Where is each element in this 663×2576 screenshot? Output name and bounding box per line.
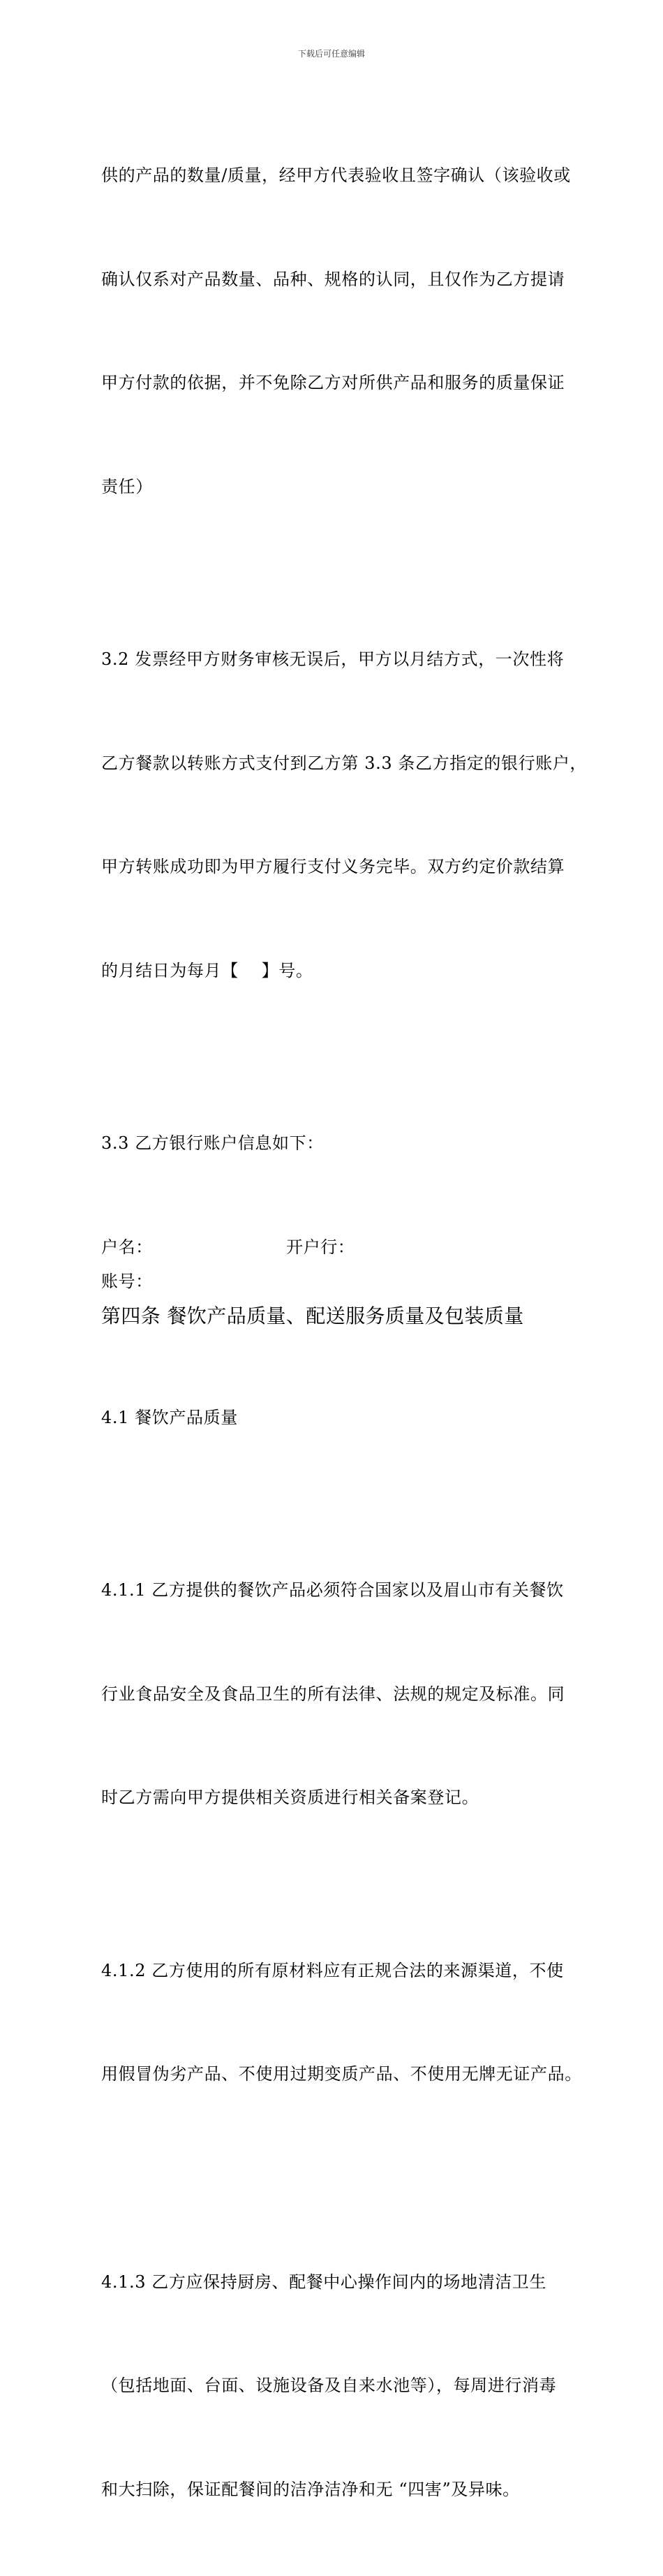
paragraph-3-2 <box>101 573 576 1057</box>
text-line: 4.1.3 乙方应保持厨房、配餐中心操作间内的场地清洁卫生 <box>101 2265 576 2300</box>
text-line: 3.2 发票经甲方财务审核无误后，甲方以月结方式，一次性将 <box>101 642 576 677</box>
account-name-label: 户名： <box>101 1230 286 1265</box>
text-line: 确认仅系对产品数量、品种、规格的认同，且仅作为乙方提请 <box>101 263 576 297</box>
paragraph-3-1-continued <box>101 89 576 573</box>
paragraph-4-1-2 <box>101 1885 576 2161</box>
text-line: 用假冒伪劣产品、不使用过期变质产品、不使用无牌无证产品。 <box>101 2057 576 2092</box>
text-line: 供的产品的数量/质量，经甲方代表验收且签字确认（该验收或 <box>101 159 576 193</box>
document-body <box>101 89 576 2576</box>
bank-label: 开户行： <box>286 1230 355 1265</box>
text-line: 4.1 餐饮产品质量 <box>101 1401 576 1436</box>
text-line: 4.1.2 乙方使用的所有原材料应有正规合法的来源渠道，不使 <box>101 1954 576 1989</box>
text-line: 和大扫除，保证配餐间的洁净洁净和无 “四害”及异味。 <box>101 2473 576 2508</box>
section-4-heading: 第四条 餐饮产品质量、配送服务质量及包装质量 <box>101 1301 576 1332</box>
account-info-row <box>101 1230 576 1265</box>
text-line: 甲方付款的依据，并不免除乙方对所供产品和服务的质量保证 <box>101 366 576 401</box>
paragraph-spacer <box>101 2161 576 2196</box>
text-line: 4.1.1 乙方提供的餐饮产品必须符合国家以及眉山市有关餐饮 <box>101 1573 576 1608</box>
header-note: 下载后可任意编辑 <box>0 47 663 59</box>
account-number-row <box>101 1265 576 1300</box>
text-line: 乙方餐款以转账方式支付到乙方第 3.3 条乙方指定的银行账户， <box>101 746 576 781</box>
text-line: 的月结日为每月【 】号。 <box>101 954 576 989</box>
paragraph-3-3 <box>101 1057 576 1230</box>
paragraph-4-1 <box>101 1332 576 1505</box>
text-line: 3.3 乙方银行账户信息如下： <box>101 1126 576 1161</box>
paragraph-4-1-1 <box>101 1504 576 1885</box>
text-line: （包括地面、台面、设施设备及自来水池等），每周进行消毒 <box>101 2369 576 2404</box>
account-number-label: 账号： <box>101 1265 153 1300</box>
text-line: 行业食品安全及食品卫生的所有法律、法规的规定及标准。同 <box>101 1677 576 1712</box>
text-line: 甲方转账成功即为甲方履行支付义务完毕。双方约定价款结算 <box>101 850 576 885</box>
document-page <box>0 0 663 939</box>
text-line: 责任） <box>101 470 576 505</box>
paragraph-4-1-3 <box>101 2196 576 2576</box>
text-line: 时乙方需向甲方提供相关资质进行相关备案登记。 <box>101 1781 576 1816</box>
